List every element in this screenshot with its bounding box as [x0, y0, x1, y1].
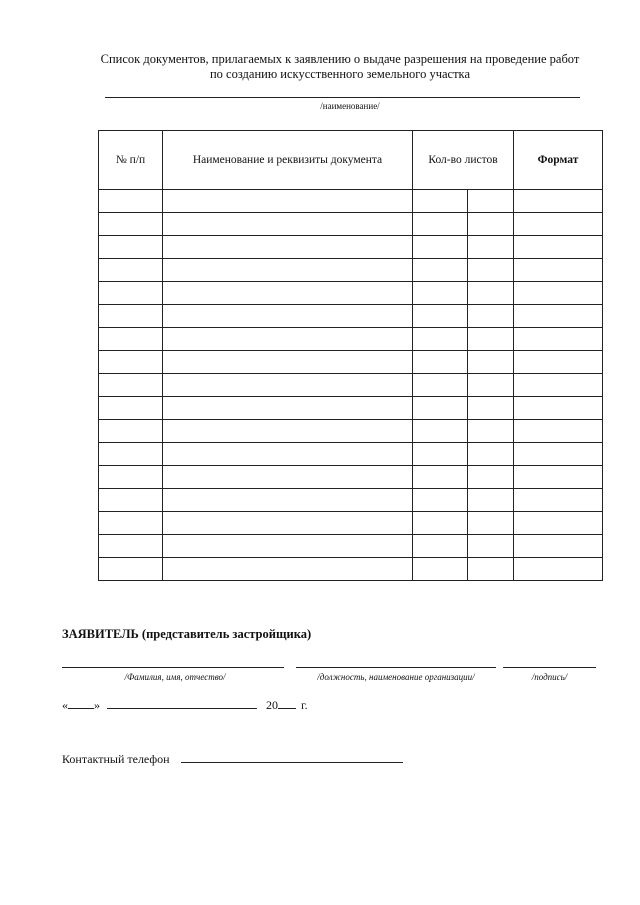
- sheets-cell-b[interactable]: [468, 236, 514, 259]
- document-cell[interactable]: [163, 558, 413, 581]
- table-row: [99, 213, 603, 236]
- applicant-heading: ЗАЯВИТЕЛЬ (представитель застройщика): [62, 627, 312, 641]
- number-cell[interactable]: [99, 489, 163, 512]
- sheets-cell-a[interactable]: [413, 443, 468, 466]
- sheets-cell-a[interactable]: [413, 512, 468, 535]
- table-header-row: [99, 131, 603, 190]
- position-caption: /должность, наименование организации/: [317, 672, 475, 682]
- sheets-cell-b[interactable]: [468, 535, 514, 558]
- document-cell[interactable]: [163, 466, 413, 489]
- sheets-cell-b[interactable]: [468, 512, 514, 535]
- phone-label: Контактный телефон: [62, 752, 170, 766]
- number-cell[interactable]: [99, 236, 163, 259]
- sheets-cell-a[interactable]: [413, 259, 468, 282]
- number-cell[interactable]: [99, 259, 163, 282]
- number-cell[interactable]: [99, 466, 163, 489]
- document-cell[interactable]: [163, 443, 413, 466]
- sheets-cell-b[interactable]: [468, 328, 514, 351]
- sheets-cell-a[interactable]: [413, 466, 468, 489]
- date-close-quote: »: [94, 698, 100, 712]
- document-cell[interactable]: [163, 489, 413, 512]
- sheets-cell-a[interactable]: [413, 420, 468, 443]
- format-cell[interactable]: [514, 535, 603, 558]
- document-title-line-1: Список документов, прилагаемых к заявлению о выдаче разрешения на проведение работ: [100, 52, 580, 66]
- date-month-field[interactable]: [107, 697, 257, 709]
- date-open-quote: «: [62, 698, 68, 712]
- format-cell[interactable]: [514, 512, 603, 535]
- format-cell[interactable]: [514, 420, 603, 443]
- sheets-cell-a[interactable]: [413, 236, 468, 259]
- table-row: [99, 259, 603, 282]
- number-cell[interactable]: [99, 512, 163, 535]
- number-cell[interactable]: [99, 190, 163, 213]
- format-cell[interactable]: [514, 443, 603, 466]
- sheets-cell-b[interactable]: [468, 190, 514, 213]
- number-cell[interactable]: [99, 374, 163, 397]
- table-row: [99, 420, 603, 443]
- number-cell[interactable]: [99, 328, 163, 351]
- number-cell[interactable]: [99, 213, 163, 236]
- sheets-cell-a[interactable]: [413, 328, 468, 351]
- format-cell[interactable]: [514, 190, 603, 213]
- sheets-cell-b[interactable]: [468, 397, 514, 420]
- document-cell[interactable]: [163, 282, 413, 305]
- format-cell[interactable]: [514, 259, 603, 282]
- table-row: [99, 305, 603, 328]
- fio-field-line[interactable]: [62, 667, 284, 668]
- column-header-number: № п/п: [99, 131, 163, 190]
- sheets-cell-a[interactable]: [413, 489, 468, 512]
- date-year-prefix: 20: [266, 698, 278, 712]
- phone-field[interactable]: [181, 751, 403, 763]
- document-cell[interactable]: [163, 328, 413, 351]
- table-row: [99, 535, 603, 558]
- format-cell[interactable]: [514, 558, 603, 581]
- number-cell[interactable]: [99, 420, 163, 443]
- format-cell[interactable]: [514, 489, 603, 512]
- number-cell[interactable]: [99, 397, 163, 420]
- sheets-cell-a[interactable]: [413, 351, 468, 374]
- sheets-cell-b[interactable]: [468, 305, 514, 328]
- phone-row: [62, 751, 403, 767]
- table-row: [99, 466, 603, 489]
- sheets-cell-b[interactable]: [468, 489, 514, 512]
- name-caption: /наименование/: [320, 101, 380, 111]
- sheets-cell-b[interactable]: [468, 558, 514, 581]
- document-cell[interactable]: [163, 190, 413, 213]
- date-year-field[interactable]: [278, 697, 296, 709]
- date-row: [62, 697, 308, 713]
- sheets-cell-b[interactable]: [468, 282, 514, 305]
- number-cell[interactable]: [99, 282, 163, 305]
- document-cell[interactable]: [163, 535, 413, 558]
- column-header-sheets: Кол-во листов: [413, 131, 514, 190]
- sheets-cell-b[interactable]: [468, 443, 514, 466]
- number-cell[interactable]: [99, 443, 163, 466]
- sheets-cell-b[interactable]: [468, 351, 514, 374]
- number-cell[interactable]: [99, 305, 163, 328]
- format-cell[interactable]: [514, 282, 603, 305]
- document-cell[interactable]: [163, 420, 413, 443]
- sheets-cell-a[interactable]: [413, 535, 468, 558]
- document-cell[interactable]: [163, 351, 413, 374]
- name-field-line[interactable]: [105, 97, 580, 98]
- column-header-format: Формат: [514, 131, 603, 190]
- table-row: [99, 190, 603, 213]
- sheets-cell-a[interactable]: [413, 213, 468, 236]
- document-cell[interactable]: [163, 259, 413, 282]
- format-cell[interactable]: [514, 466, 603, 489]
- document-cell[interactable]: [163, 397, 413, 420]
- table-row: [99, 282, 603, 305]
- format-cell[interactable]: [514, 328, 603, 351]
- sheets-cell-a[interactable]: [413, 282, 468, 305]
- table-body: [99, 190, 603, 581]
- number-cell[interactable]: [99, 558, 163, 581]
- document-cell[interactable]: [163, 305, 413, 328]
- sheets-cell-a[interactable]: [413, 397, 468, 420]
- document-cell[interactable]: [163, 374, 413, 397]
- signature-field-line[interactable]: [503, 667, 596, 668]
- table-row: [99, 328, 603, 351]
- sheets-cell-b[interactable]: [468, 374, 514, 397]
- format-cell[interactable]: [514, 351, 603, 374]
- document-cell[interactable]: [163, 213, 413, 236]
- date-suffix: г.: [301, 698, 308, 712]
- sheets-cell-a[interactable]: [413, 558, 468, 581]
- number-cell[interactable]: [99, 351, 163, 374]
- sheets-cell-b[interactable]: [468, 259, 514, 282]
- format-cell[interactable]: [514, 213, 603, 236]
- document-cell[interactable]: [163, 236, 413, 259]
- fio-caption: /Фамилия, имя, отчество/: [124, 672, 226, 682]
- document-title-line-2: по созданию искусственного земельного участка: [209, 67, 470, 81]
- sheets-cell-a[interactable]: [413, 190, 468, 213]
- table-row: [99, 351, 603, 374]
- column-header-document: Наименование и реквизиты документа: [163, 131, 413, 190]
- sheets-cell-b[interactable]: [468, 466, 514, 489]
- documents-table: [98, 130, 603, 581]
- table-row: [99, 443, 603, 466]
- table-row: [99, 397, 603, 420]
- sheets-cell-a[interactable]: [413, 374, 468, 397]
- sheets-cell-b[interactable]: [468, 213, 514, 236]
- format-cell[interactable]: [514, 305, 603, 328]
- table-row: [99, 512, 603, 535]
- format-cell[interactable]: [514, 374, 603, 397]
- format-cell[interactable]: [514, 397, 603, 420]
- table-row: [99, 236, 603, 259]
- position-field-line[interactable]: [296, 667, 496, 668]
- table-row: [99, 374, 603, 397]
- signature-caption: /подпись/: [531, 672, 568, 682]
- date-day-field[interactable]: [68, 697, 94, 709]
- sheets-cell-a[interactable]: [413, 305, 468, 328]
- format-cell[interactable]: [514, 236, 603, 259]
- sheets-cell-b[interactable]: [468, 420, 514, 443]
- table-row: [99, 489, 603, 512]
- document-cell[interactable]: [163, 512, 413, 535]
- table-row: [99, 558, 603, 581]
- number-cell[interactable]: [99, 535, 163, 558]
